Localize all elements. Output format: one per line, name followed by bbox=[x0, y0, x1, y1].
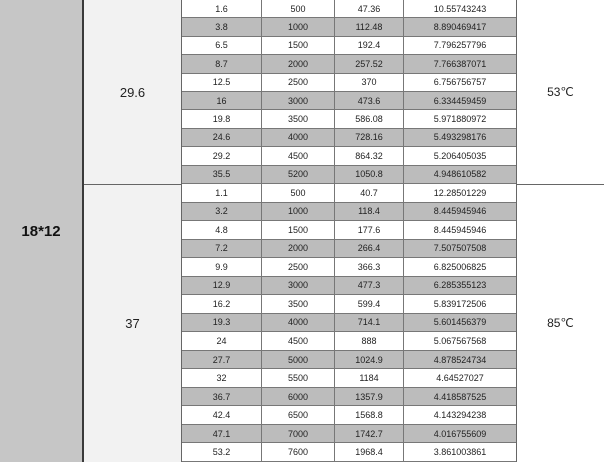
group-temperature-cell bbox=[516, 184, 604, 462]
table-row bbox=[182, 406, 516, 425]
cell-col-2: 3500 bbox=[262, 110, 335, 128]
cell-col-1: 12.5 bbox=[182, 74, 262, 92]
cell-col-2: 2500 bbox=[262, 74, 335, 92]
table-row bbox=[182, 277, 516, 296]
table-row bbox=[182, 258, 516, 277]
cell-col-2: 7000 bbox=[262, 425, 335, 444]
cell-col-4: 12.28501229 bbox=[404, 184, 516, 203]
table-row bbox=[182, 0, 516, 18]
group-value-cell bbox=[84, 184, 182, 462]
table-row bbox=[182, 18, 516, 36]
cell-col-1: 6.5 bbox=[182, 37, 262, 55]
cell-col-4: 5.493298176 bbox=[404, 129, 516, 147]
cell-col-2: 4500 bbox=[262, 147, 335, 165]
table-row bbox=[182, 203, 516, 222]
cell-col-3: 1050.8 bbox=[335, 166, 404, 184]
group-temperature-cell bbox=[516, 0, 604, 184]
table-row bbox=[182, 295, 516, 314]
cell-col-4: 6.756756757 bbox=[404, 74, 516, 92]
cell-col-3: 1742.7 bbox=[335, 425, 404, 444]
table-row bbox=[182, 369, 516, 388]
cell-col-4: 4.878524734 bbox=[404, 351, 516, 370]
cell-col-3: 266.4 bbox=[335, 240, 404, 259]
cell-col-2: 1000 bbox=[262, 18, 335, 36]
cell-col-3: 366.3 bbox=[335, 258, 404, 277]
cell-col-3: 888 bbox=[335, 332, 404, 351]
cell-col-3: 177.6 bbox=[335, 221, 404, 240]
cell-col-2: 2000 bbox=[262, 55, 335, 73]
cell-col-4: 4.418587525 bbox=[404, 388, 516, 407]
cell-col-2: 6500 bbox=[262, 406, 335, 425]
group-value: 29.6 bbox=[119, 84, 146, 100]
cell-col-1: 24 bbox=[182, 332, 262, 351]
cell-col-3: 864.32 bbox=[335, 147, 404, 165]
table-row bbox=[182, 147, 516, 165]
size-label: 18*12 bbox=[21, 222, 61, 240]
cell-col-3: 47.36 bbox=[335, 0, 404, 18]
cell-col-4: 5.206405035 bbox=[404, 147, 516, 165]
table-row bbox=[182, 92, 516, 110]
cell-col-1: 7.2 bbox=[182, 240, 262, 259]
table-row bbox=[182, 388, 516, 407]
cell-col-4: 7.796257796 bbox=[404, 37, 516, 55]
cell-col-2: 500 bbox=[262, 184, 335, 203]
cell-col-1: 16 bbox=[182, 92, 262, 110]
cell-col-3: 599.4 bbox=[335, 295, 404, 314]
cell-col-2: 500 bbox=[262, 0, 335, 18]
cell-col-3: 118.4 bbox=[335, 203, 404, 222]
cell-col-1: 1.1 bbox=[182, 184, 262, 203]
group-temperature: 85℃ bbox=[547, 316, 574, 330]
cell-col-4: 4.016755609 bbox=[404, 425, 516, 444]
cell-col-4: 4.143294238 bbox=[404, 406, 516, 425]
cell-col-1: 3.8 bbox=[182, 18, 262, 36]
cell-col-1: 9.9 bbox=[182, 258, 262, 277]
cell-col-3: 728.16 bbox=[335, 129, 404, 147]
cell-col-2: 7600 bbox=[262, 443, 335, 462]
cell-col-2: 1500 bbox=[262, 37, 335, 55]
group-temperature: 53℃ bbox=[547, 85, 574, 99]
cell-col-3: 586.08 bbox=[335, 110, 404, 128]
cell-col-2: 2000 bbox=[262, 240, 335, 259]
cell-col-1: 19.3 bbox=[182, 314, 262, 333]
cell-col-3: 1968.4 bbox=[335, 443, 404, 462]
table-row bbox=[182, 74, 516, 92]
table-row bbox=[182, 129, 516, 147]
cell-col-1: 8.7 bbox=[182, 55, 262, 73]
cell-col-4: 5.839172506 bbox=[404, 295, 516, 314]
cell-col-4: 7.766387071 bbox=[404, 55, 516, 73]
cell-col-4: 7.507507508 bbox=[404, 240, 516, 259]
cell-col-2: 1000 bbox=[262, 203, 335, 222]
cell-col-1: 4.8 bbox=[182, 221, 262, 240]
cell-col-4: 8.890469417 bbox=[404, 18, 516, 36]
cell-col-2: 4500 bbox=[262, 332, 335, 351]
cell-col-2: 5200 bbox=[262, 166, 335, 184]
cell-col-2: 5000 bbox=[262, 351, 335, 370]
table-row bbox=[182, 55, 516, 73]
cell-col-1: 35.5 bbox=[182, 166, 262, 184]
cell-col-2: 3500 bbox=[262, 295, 335, 314]
cell-col-1: 16.2 bbox=[182, 295, 262, 314]
cell-col-4: 8.445945946 bbox=[404, 203, 516, 222]
table-row bbox=[182, 37, 516, 55]
cell-col-2: 4000 bbox=[262, 129, 335, 147]
table-row bbox=[182, 332, 516, 351]
cell-col-3: 112.48 bbox=[335, 18, 404, 36]
cell-col-3: 1357.9 bbox=[335, 388, 404, 407]
cell-col-3: 1184 bbox=[335, 369, 404, 388]
cell-col-1: 3.2 bbox=[182, 203, 262, 222]
cell-col-2: 5500 bbox=[262, 369, 335, 388]
table-row bbox=[182, 425, 516, 444]
table-row bbox=[182, 110, 516, 128]
cell-col-4: 4.64527027 bbox=[404, 369, 516, 388]
cell-col-2: 2500 bbox=[262, 258, 335, 277]
cell-col-4: 5.601456379 bbox=[404, 314, 516, 333]
cell-col-1: 24.6 bbox=[182, 129, 262, 147]
cell-col-3: 1024.9 bbox=[335, 351, 404, 370]
cell-col-2: 3000 bbox=[262, 92, 335, 110]
cell-col-3: 40.7 bbox=[335, 184, 404, 203]
cell-col-3: 192.4 bbox=[335, 37, 404, 55]
cell-col-4: 5.971880972 bbox=[404, 110, 516, 128]
cell-col-1: 53.2 bbox=[182, 443, 262, 462]
cell-col-2: 3000 bbox=[262, 277, 335, 296]
cell-col-4: 6.334459459 bbox=[404, 92, 516, 110]
table-row bbox=[182, 166, 516, 184]
cell-col-1: 29.2 bbox=[182, 147, 262, 165]
table-row bbox=[182, 351, 516, 370]
table-row bbox=[182, 240, 516, 259]
cell-col-3: 714.1 bbox=[335, 314, 404, 333]
cell-col-2: 4000 bbox=[262, 314, 335, 333]
table-row bbox=[182, 184, 516, 203]
cell-col-3: 477.3 bbox=[335, 277, 404, 296]
cell-col-4: 5.067567568 bbox=[404, 332, 516, 351]
cell-col-3: 370 bbox=[335, 74, 404, 92]
cell-col-4: 6.825006825 bbox=[404, 258, 516, 277]
group-value-cell bbox=[84, 0, 182, 184]
cell-col-1: 47.1 bbox=[182, 425, 262, 444]
cell-col-1: 36.7 bbox=[182, 388, 262, 407]
group-value: 37 bbox=[125, 315, 140, 331]
table-row bbox=[182, 443, 516, 462]
cell-col-1: 32 bbox=[182, 369, 262, 388]
cell-col-3: 473.6 bbox=[335, 92, 404, 110]
table-row bbox=[182, 314, 516, 333]
cell-col-1: 19.8 bbox=[182, 110, 262, 128]
cell-col-1: 42.4 bbox=[182, 406, 262, 425]
cell-col-4: 6.285355123 bbox=[404, 277, 516, 296]
table-row bbox=[182, 221, 516, 240]
cell-col-1: 12.9 bbox=[182, 277, 262, 296]
cell-col-1: 1.6 bbox=[182, 0, 262, 18]
cell-col-4: 3.861003861 bbox=[404, 443, 516, 462]
cell-col-2: 6000 bbox=[262, 388, 335, 407]
cell-col-4: 10.55743243 bbox=[404, 0, 516, 18]
cell-col-2: 1500 bbox=[262, 221, 335, 240]
cell-col-4: 8.445945946 bbox=[404, 221, 516, 240]
cell-col-1: 27.7 bbox=[182, 351, 262, 370]
cell-col-3: 257.52 bbox=[335, 55, 404, 73]
cell-col-3: 1568.8 bbox=[335, 406, 404, 425]
size-label-cell bbox=[0, 0, 84, 462]
cell-col-4: 4.948610582 bbox=[404, 166, 516, 184]
